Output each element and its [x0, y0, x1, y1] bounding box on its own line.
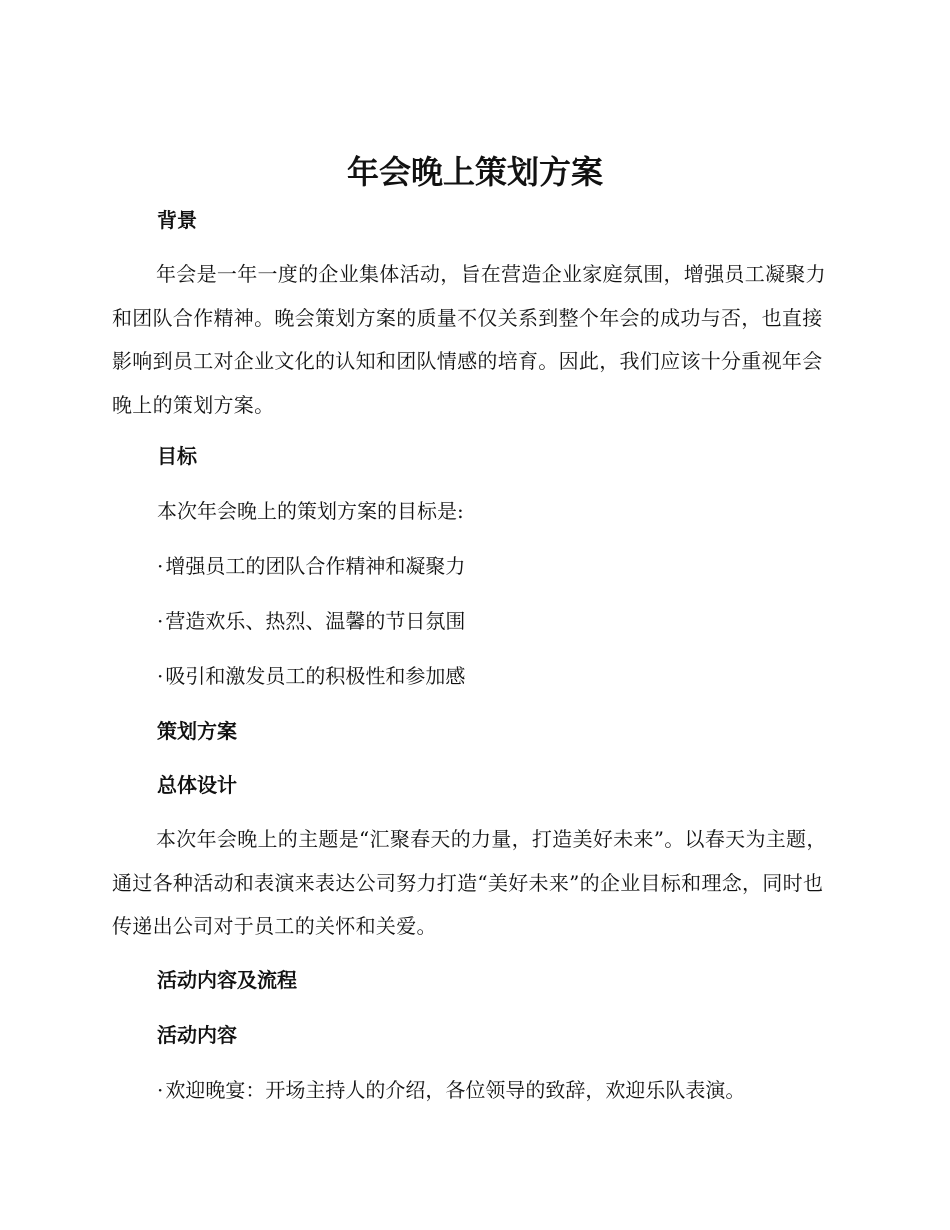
goal-list-item [157, 552, 465, 580]
document-title: 年会晚上策划方案 [346, 153, 603, 191]
design-paragraph: 本次年会晚上的主题是“汇聚春天的力量，打造美好未来”。以春天为主题，通过各种活动和表演来表达公司努力打造“美好未来”的企业目标和理念，同时也传递出公司对于员工的关怀和关爱。 [112, 827, 827, 938]
activity-list-item [157, 1076, 745, 1104]
section-heading-activity-content: 活动内容 [157, 1023, 237, 1047]
section-heading-activity-flow: 活动内容及流程 [157, 968, 297, 992]
bullet-icon: · [157, 664, 164, 688]
bullet-icon: · [157, 609, 164, 633]
bullet-icon: · [157, 554, 164, 578]
goal-intro: 本次年会晚上的策划方案的目标是: [157, 499, 464, 523]
goal-item-text: 增强员工的团队合作精神和凝聚力 [165, 554, 466, 578]
goal-item-text: 吸引和激发员工的积极性和参加感 [165, 664, 466, 688]
section-heading-goal: 目标 [157, 444, 197, 468]
goal-item-text: 营造欢乐、热烈、温馨的节日氛围 [165, 609, 466, 633]
section-heading-plan: 策划方案 [157, 719, 237, 743]
background-paragraph: 年会是一年一度的企业集体活动，旨在营造企业家庭氛围，增强员工凝聚力和团队合作精神。晚会策划方案的质量不仅关系到整个年会的成功与否，也直接影响到员工对企业文化的认知和团队情感的培育。因此，我们应该十分重视年会晚上的策划方案。 [112, 262, 826, 417]
section-heading-design: 总体设计 [157, 773, 237, 797]
bullet-icon: · [157, 1078, 164, 1102]
section-heading-background: 背景 [157, 208, 197, 232]
goal-list-item [157, 662, 465, 690]
activity-item-text: 欢迎晚宴：开场主持人的介绍，各位领导的致辞，欢迎乐队表演。 [165, 1078, 746, 1102]
goal-list-item [157, 607, 465, 635]
